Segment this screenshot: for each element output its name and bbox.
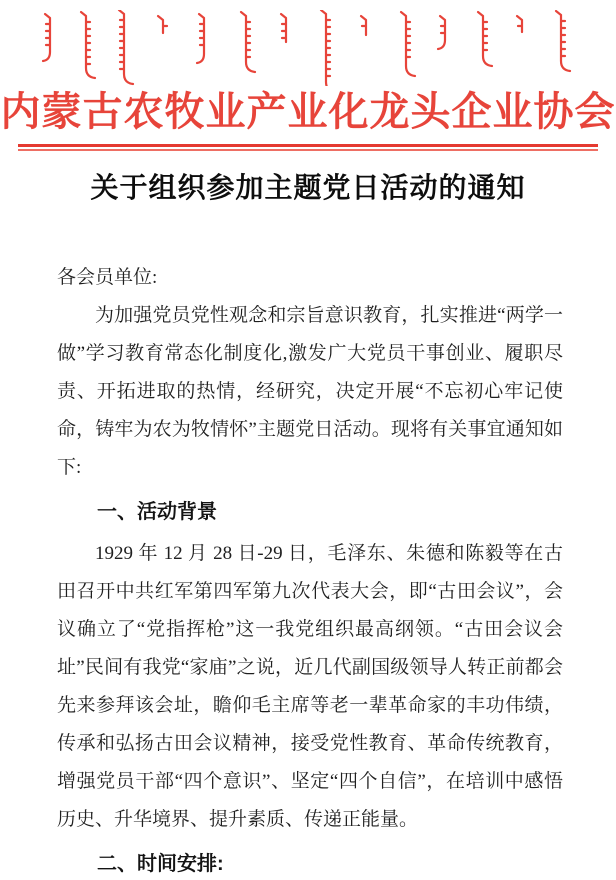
red-rule-thick <box>18 144 598 147</box>
red-rule-thin <box>18 149 598 151</box>
salutation: 各会员单位: <box>57 267 158 289</box>
document-title: 关于组织参加主题党日活动的通知 <box>90 173 526 204</box>
section-heading-1: 一、活动背景 <box>97 501 217 524</box>
intro-paragraph: 为加强党员党性观念和宗旨意识教育，扎实推进“两学一做”学习教育常态化制度化,激发广大党员干事创业、履职尽责、开拓进取的热情，经研究，决定开展“不忘初心牢记使命，铸牢为农为牧情怀”主题党日活动。现将有关事宜通知如下: <box>57 305 563 479</box>
header-divider <box>18 144 598 151</box>
section-body-1: 1929 年 12 月 28 日-29 日，毛泽东、朱德和陈毅等在古田召开中共红军第四军第九次代表大会，即“古田会议”，会议确立了“党指挥枪”这一我党组织最高纲领。“古田会议会址”民间有我党“家庙”之说，近几代副国级领导人转正前都会先来参拜该会址，瞻仰毛主席等老一辈革命家的丰功伟绩，传承和弘扬古田会议精神，接受党性教育、革命传统教育，增强党员干部“四个意识”、坚定“四个自信”，在培训中感悟历史、升华境界、提升素质、传递正能量。 <box>57 543 563 831</box>
org-name: 内蒙古农牧业产业化龙头企业协会 <box>0 89 616 134</box>
document-body <box>57 259 563 880</box>
section-heading-2: 二、时间安排: <box>97 853 224 876</box>
mongolian-script-row <box>28 10 588 86</box>
masthead <box>0 0 616 151</box>
